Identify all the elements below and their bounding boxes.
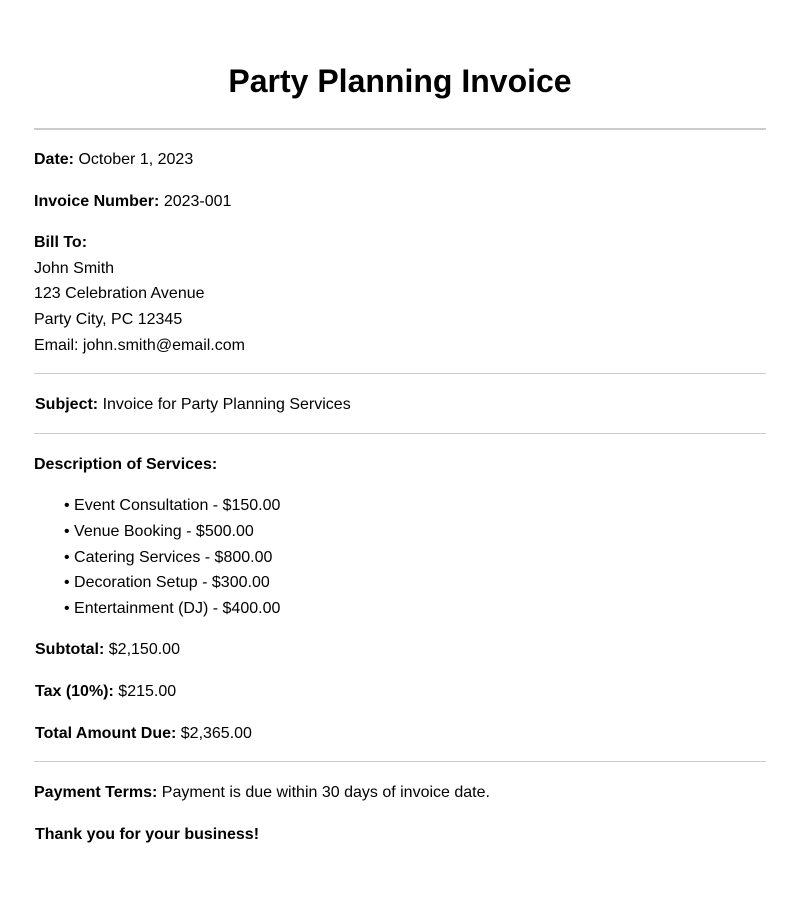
list-item: • Venue Booking - $500.00 [64,522,254,540]
list-item: • Entertainment (DJ) - $400.00 [64,600,281,618]
total-label: Total Amount Due: [35,725,177,742]
invoice-number-label: Invoice Number: [34,193,160,210]
subject-label: Subject: [35,396,99,413]
payment-terms-label: Payment Terms: [34,784,158,801]
services-list [64,496,280,625]
bill-to-street: 123 Celebration Avenue [34,285,205,302]
invoice-number-value: 2023-001 [163,193,232,210]
title-divider [34,128,766,130]
subtotal-row [35,640,180,660]
bill-to-label: Bill To: [34,234,88,251]
page-title: Party Planning Invoice [228,63,572,99]
bill-to-email: Email: john.smith@email.com [34,337,245,354]
date-row [34,150,193,170]
subtotal-label: Subtotal: [35,641,105,658]
section-divider [34,761,766,762]
payment-terms-value: Payment is due within 30 days of invoice date. [161,784,490,801]
bill-to-name: John Smith [34,260,115,277]
total-row [35,724,252,744]
subject-value: Invoice for Party Planning Services [102,396,351,413]
subject-row [35,395,351,415]
list-item: • Event Consultation - $150.00 [64,497,281,514]
date-label: Date: [34,151,75,168]
payment-terms-row [34,783,490,803]
invoice-number-row [34,192,231,212]
tax-value: $215.00 [118,683,177,700]
tax-row [35,682,176,702]
section-divider [34,373,766,374]
total-value: $2,365.00 [180,725,252,742]
bill-to-city: Party City, PC 12345 [34,311,183,328]
section-divider [34,433,766,434]
list-item: • Catering Services - $800.00 [64,548,273,566]
tax-label: Tax (10%): [35,683,114,700]
list-item: • Decoration Setup - $300.00 [64,574,270,592]
subtotal-value: $2,150.00 [108,641,180,658]
closing-message: Thank you for your business! [35,826,260,843]
services-heading: Description of Services: [34,456,218,473]
date-value: October 1, 2023 [78,151,194,168]
